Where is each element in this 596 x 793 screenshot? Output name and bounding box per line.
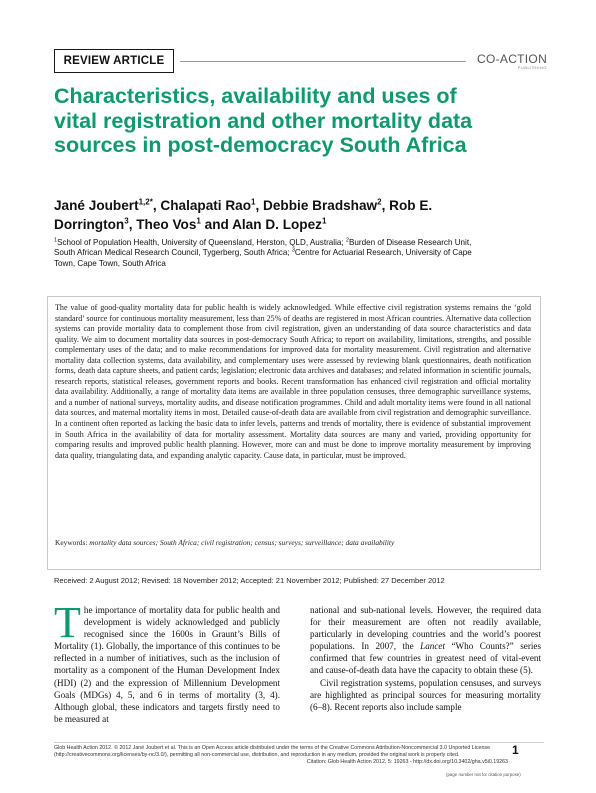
keywords-list: mortality data sources; South Africa; civil registration; census; surveys; surveillance; data availability (89, 538, 395, 547)
affiliation-text: School of Population Health, University of Queensland, Herston, QLD, Australia; (57, 238, 346, 247)
author-name: Jané Joubert (54, 198, 139, 213)
abstract-text: The value of good-quality mortality data for public health is widely acknowledged. While effective civil registration systems remains the ‘gold standard’ source for continuous mortality measurement, less than 25% of deaths are registered in most African countries. Alternative data collection systems can provide mortality data to complement those from civil registration, given an understanding of data source characteristics and data quality. We aim to document mortality data sources in post-democracy South Africa; to report on availability, limitations, strengths, and possible complementary uses of the data; and to make recommendations for improved data for mortality measurement. Civil registration and alternative mortality data collection systems, data availability, and complementary uses were assessed by reviewing blank questionnaires, death notification forms, death data capture sheets, and patient cards; legislation; electronic data archives and databases; and related information in scientific journals, research reports, statistical releases, government reports and books. Recent transformation has enhanced civil registration and official mortality data availability. Additionally, a range of mortality data items are available in three population censuses, three demographic surveillance systems, and a number of national surveys, mortality audits, and disease notification programmes. Child and adult mortality items were found in all national data sources, and maternal mortality items in most. Detailed cause-of-death data are available from civil registration and demographic surveillance. In a continent often reported as lacking the basic data to infer levels, patterns and trends of mortality, there is evidence of substantial improvement in South Africa in the availability of data for mortality assessment. Mortality data sources are many and varied, providing opportunity for comparing results and improved public health planning. However, more can and must be done to improve mortality measurement by improving data quality, triangulating data, and expanding analytic capacity. Cause data, in particular, must be improved. (55, 303, 531, 460)
author-name: , Theo Vos (128, 217, 197, 232)
publisher-logo-text: CO-ACTION (477, 52, 548, 66)
body-paragraph: he importance of mortality data for public health and development is widely acknowledged and publicly recognised since the 1600s in Graunt’s Bills of Mortality (1). Globally, the importance of this continues to be reflected in a number of initiatives, such as the inclusion of mortality as a component of the Human Development Index (HDI) (2) and the expression of Millennium Development Goals (MDGs) 4, 5, and 6 in terms of mortality (3, 4). Although global, these indicators and targets firstly need to be measured at (54, 605, 280, 724)
body-text: “Who Counts?” series confirmed that few countries in greatest need of vital-event and cause-of-death data have the capacity to obtain these (5). (310, 641, 541, 676)
affiliation-mark: 1 (54, 237, 58, 244)
author-name: and Alan D. Lopez (200, 217, 322, 232)
page-number: 1 (512, 743, 519, 757)
author-affiliation-mark: 1 (321, 216, 327, 226)
footer-rule (54, 742, 544, 743)
publication-dates: Received: 2 August 2012; Revised: 18 November 2012; Accepted: 21 November 2012; Published: 27 December 2012 (54, 576, 445, 585)
author-affiliation-mark: 3 (124, 216, 129, 226)
page-number-note: (page number not for citation purpose) (446, 772, 521, 777)
body-paragraph: Civil registration systems, population censuses, and surveys are highlighted as principal sources for measuring mortality (6–8). Recent reports also include sample (310, 677, 541, 712)
article-type-badge: REVIEW ARTICLE (54, 49, 174, 73)
journal-name: Lancet (420, 641, 445, 652)
author-affiliation-mark: 1 (196, 216, 201, 226)
body-paragraph (310, 604, 541, 677)
author-affiliation-mark: 1,2* (138, 197, 153, 207)
author-affiliation-mark: 2 (377, 197, 382, 207)
body-column-left (54, 598, 280, 725)
author-name: , Chalapati Rao (152, 198, 252, 213)
article-title: Characteristics, availability and uses of vital registration and other mortality data sources in post-democracy South Africa (54, 84, 473, 157)
footer-license-text: Glob Health Action 2012. © 2012 Jané Joubert et al. This is an Open Access article distributed under the terms of the Creative Commons Attribution-Noncommercial 3.0 Unported License (http://creativecommons.org/licenses/by-nc/3.0/), permitting all non-commercial use, distribution, and reproduction in any medium, provided the original work is properly cited. (54, 745, 491, 759)
affiliation-mark: 3 (291, 247, 295, 254)
affiliation-text: Centre for Actuarial Research, University of Cape Town, Cape Town, South Africa (54, 248, 472, 268)
author-list (54, 196, 484, 234)
drop-cap: T (54, 598, 81, 647)
affiliations (54, 238, 494, 269)
publisher-logo (477, 52, 547, 70)
header-rule (180, 61, 466, 62)
footer-license (54, 745, 508, 766)
body-text: national and sub-national levels. However, the required data for their measurement are often not readily available, particularly in developing countries and the world’s poorest populations. In 2007, the (310, 605, 541, 652)
author-name: , Rob E. Dorrington (54, 198, 433, 232)
affiliation-mark: 2 (345, 237, 349, 244)
keywords-label: Keywords: (55, 538, 90, 547)
footer-citation: Citation: Glob Health Action 2012, 5: 19263 - http://dx.doi.org/10.3402/gha.v5i0.19263 (306, 759, 508, 766)
keywords (55, 538, 531, 548)
body-column-right (310, 604, 541, 713)
author-name: , Debbie Bradshaw (255, 198, 378, 213)
publisher-logo-subtext: PUBLISHING (517, 65, 548, 70)
author-affiliation-mark: 1 (251, 197, 256, 207)
affiliation-text: Burden of Disease Research Unit, South African Medical Research Council, Tygerberg, South Africa; (54, 238, 472, 258)
